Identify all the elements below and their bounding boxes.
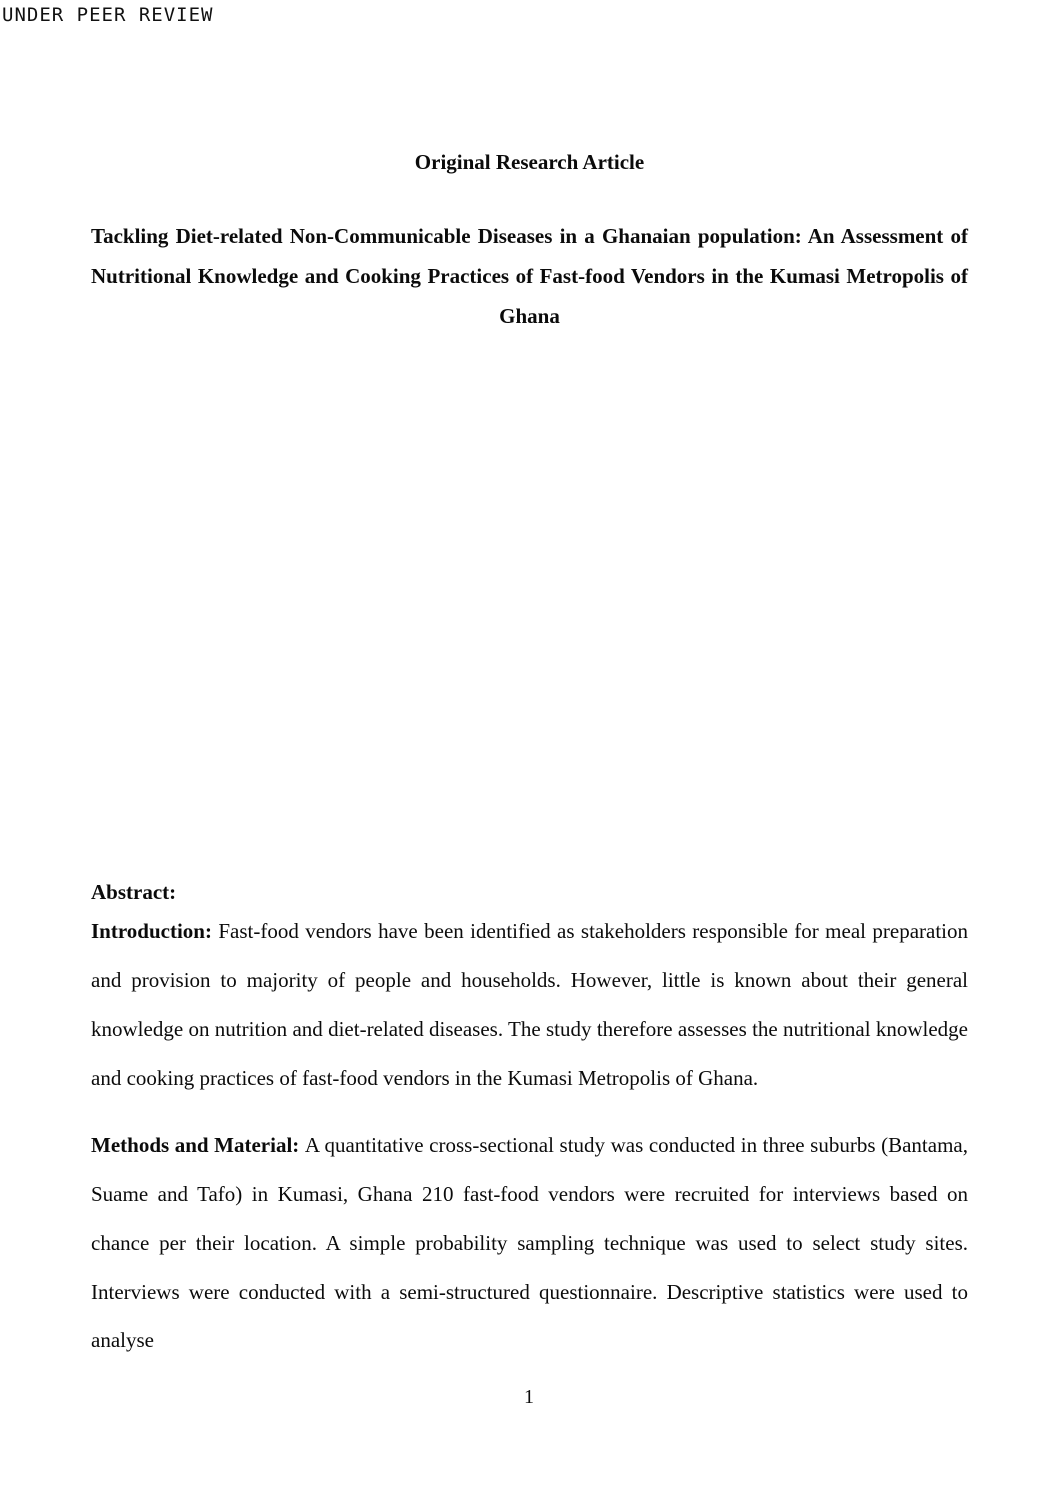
paper-title: Tackling Diet-related Non-Communicable Diseases in a Ghanaian population: An Assessment of Nutritional Knowledge and Cooking Practices of Fast-food Vendors in the Kumasi Metropolis of Ghana	[91, 224, 968, 328]
article-type-heading: Original Research Article	[414, 150, 645, 174]
vertical-spacer	[91, 337, 968, 877]
abstract-methods-paragraph	[91, 1121, 968, 1366]
introduction-text: Fast-food vendors have been identified as stakeholders responsible for meal preparation and provision to majority of people and households. However, little is known about their general knowledge on nutrition and diet-related diseases. The study therefore assesses the nutritional knowledge and cooking practices of fast-food vendors in the Kumasi Metropolis of Ghana.	[91, 919, 968, 1090]
abstract-introduction-paragraph	[91, 907, 968, 1103]
methods-text: A quantitative cross-sectional study was conducted in three suburbs (Bantama, Suame and Tafo) in Kumasi, Ghana 210 fast-food vendors were recruited for interviews based on chance per their location. A simple probability sampling technique was used to select study sites. Interviews were conducted with a semi-structured questionnaire. Descriptive statistics were used to analyse	[91, 1132, 968, 1353]
abstract-heading: Abstract:	[91, 879, 177, 904]
introduction-label: Introduction:	[91, 919, 219, 944]
page-number: 1	[524, 1386, 534, 1408]
peer-review-watermark: UNDER PEER REVIEW	[2, 4, 214, 26]
methods-label: Methods and Material:	[91, 1132, 305, 1157]
